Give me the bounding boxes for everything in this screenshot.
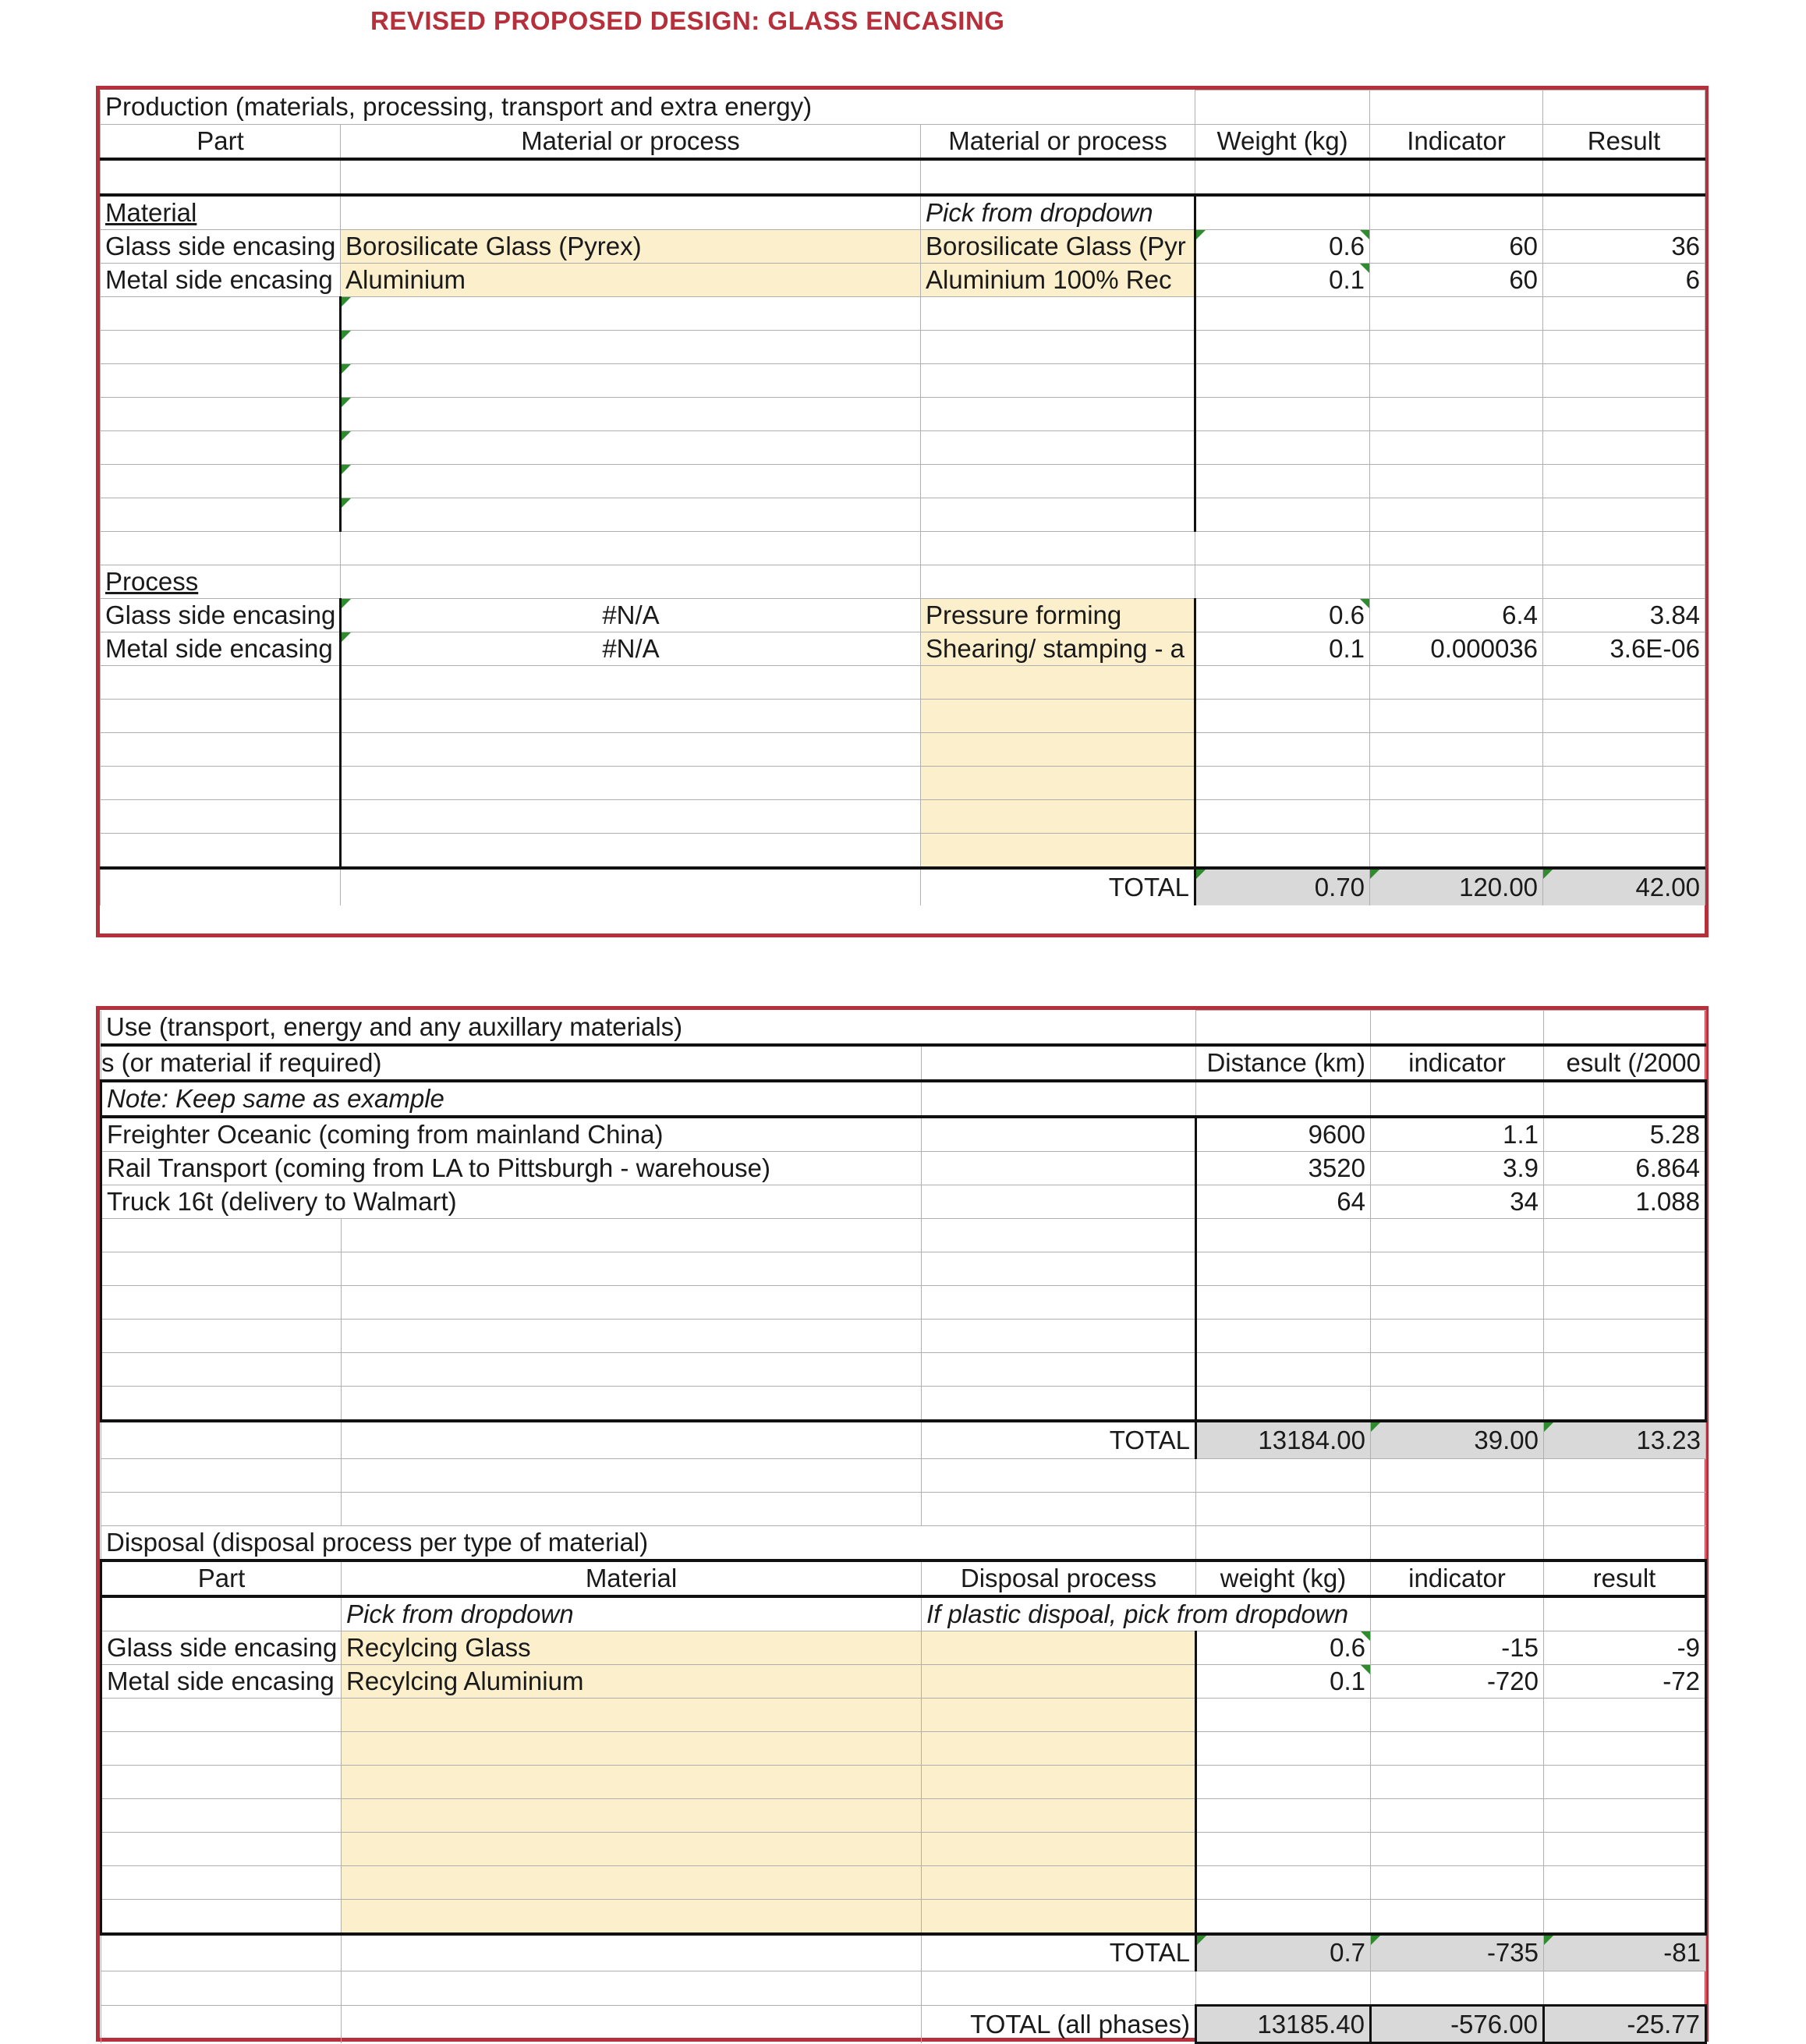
part-cell[interactable]: Glass side encasing: [101, 1631, 342, 1664]
col-header-part: Part: [101, 125, 341, 160]
part-cell[interactable]: Metal side encasing: [101, 632, 341, 666]
result-cell: -9: [1544, 1631, 1706, 1664]
material-dropdown-cell[interactable]: Aluminium 100% Rec: [921, 264, 1195, 297]
part-cell[interactable]: Metal side encasing: [101, 1664, 342, 1698]
grand-total-indicator: -576.00: [1371, 2006, 1544, 2043]
indicator-cell: 34: [1371, 1185, 1544, 1219]
col-header-indicator: indicator: [1371, 1560, 1544, 1596]
weight-cell[interactable]: 0.6: [1195, 599, 1370, 632]
weight-cell[interactable]: 0.1: [1196, 1664, 1371, 1698]
material-dropdown-hint: Pick from dropdown: [921, 195, 1195, 230]
part-cell[interactable]: Glass side encasing: [101, 230, 341, 264]
col-header-result: result: [1544, 1560, 1706, 1596]
disposal-material-hint: Pick from dropdown: [342, 1596, 922, 1631]
process-section-label: Process: [101, 565, 341, 599]
table-row: [101, 599, 1705, 632]
grand-total-weight: 13185.40: [1196, 2006, 1371, 2043]
disposal-process-cell[interactable]: [922, 1664, 1196, 1698]
grand-total-label: TOTAL (all phases): [922, 2006, 1196, 2043]
disposal-total-weight: 0.7: [1196, 1934, 1371, 1971]
result-cell: 3.84: [1543, 599, 1705, 632]
table-row: [101, 1185, 1706, 1219]
material-section-label: Material: [101, 195, 341, 230]
process-dropdown-cell[interactable]: Pressure forming: [921, 599, 1195, 632]
result-cell: -72: [1544, 1664, 1706, 1698]
distance-cell[interactable]: 3520: [1196, 1152, 1371, 1185]
disposal-plastic-hint: If plastic dispoal, pick from dropdown: [922, 1596, 1371, 1631]
use-total-indicator: 39.00: [1371, 1421, 1544, 1458]
material-cell[interactable]: Recylcing Aluminium: [342, 1664, 922, 1698]
weight-cell[interactable]: 0.1: [1195, 264, 1370, 297]
use-subheader: s (or material if required): [101, 1045, 922, 1081]
disposal-process-cell[interactable]: [922, 1631, 1196, 1664]
process-lookup-cell: #N/A: [341, 599, 921, 632]
col-header-weight: Weight (kg): [1195, 125, 1370, 160]
col-header-part: Part: [101, 1560, 342, 1596]
result-cell: 5.28: [1544, 1117, 1706, 1152]
use-total-result: 13.23: [1544, 1421, 1706, 1458]
indicator-cell: 60: [1370, 264, 1543, 297]
weight-cell[interactable]: 0.6: [1196, 1631, 1371, 1664]
production-total-indicator: 120.00: [1370, 868, 1543, 905]
material-cell[interactable]: Aluminium: [341, 264, 921, 297]
disposal-total-label: TOTAL: [922, 1934, 1196, 1971]
indicator-cell: 0.000036: [1370, 632, 1543, 666]
page-title: REVISED PROPOSED DESIGN: GLASS ENCASING: [370, 6, 1005, 35]
table-row: [101, 264, 1705, 297]
col-header-material-dropdown: Material or process: [921, 125, 1195, 160]
distance-cell[interactable]: 64: [1196, 1185, 1371, 1219]
material-cell[interactable]: Recylcing Glass: [342, 1631, 922, 1664]
col-header-result: esult (/2000: [1544, 1045, 1706, 1081]
col-header-weight: weight (kg): [1196, 1560, 1371, 1596]
result-cell: 1.088: [1544, 1185, 1706, 1219]
transport-label[interactable]: Freighter Oceanic (coming from mainland China): [101, 1117, 922, 1152]
col-header-indicator: Indicator: [1370, 125, 1543, 160]
weight-cell[interactable]: 0.6: [1195, 230, 1370, 264]
production-title: Production (materials, processing, transport and extra energy): [101, 90, 1195, 125]
indicator-cell: -15: [1371, 1631, 1544, 1664]
use-table: [100, 1010, 1707, 2044]
process-lookup-cell: #N/A: [341, 632, 921, 666]
indicator-cell: 3.9: [1371, 1152, 1544, 1185]
result-cell: 36: [1543, 230, 1705, 264]
transport-label[interactable]: Rail Transport (coming from LA to Pittsburgh - warehouse): [101, 1152, 922, 1185]
indicator-cell: -720: [1371, 1664, 1544, 1698]
result-cell: 6.864: [1544, 1152, 1706, 1185]
col-header-material: Material or process: [341, 125, 921, 160]
col-header-material: Material: [342, 1560, 922, 1596]
table-row: [101, 1117, 1706, 1152]
weight-cell[interactable]: 0.1: [1195, 632, 1370, 666]
disposal-total-result: -81: [1544, 1934, 1706, 1971]
col-header-result: Result: [1543, 125, 1705, 160]
result-cell: 6: [1543, 264, 1705, 297]
production-total-weight: 0.70: [1195, 868, 1370, 905]
transport-label[interactable]: Truck 16t (delivery to Walmart): [101, 1185, 922, 1219]
indicator-cell: 6.4: [1370, 599, 1543, 632]
material-cell[interactable]: Borosilicate Glass (Pyrex): [341, 230, 921, 264]
indicator-cell: 1.1: [1371, 1117, 1544, 1152]
use-total-distance: 13184.00: [1196, 1421, 1371, 1458]
production-total-label: TOTAL: [921, 868, 1195, 905]
use-note: Note: Keep same as example: [101, 1081, 922, 1117]
material-dropdown-cell[interactable]: Borosilicate Glass (Pyr: [921, 230, 1195, 264]
col-header-disposal-process: Disposal process: [922, 1560, 1196, 1596]
production-total-result: 42.00: [1543, 868, 1705, 905]
grand-total-result: -25.77: [1544, 2006, 1706, 2043]
disposal-total-indicator: -735: [1371, 1934, 1544, 1971]
result-cell: 3.6E-06: [1543, 632, 1705, 666]
indicator-cell: 60: [1370, 230, 1543, 264]
use-disposal-sheet: [96, 1006, 1709, 2042]
production-sheet: [96, 86, 1709, 937]
use-total-label: TOTAL: [922, 1421, 1196, 1458]
table-row: [101, 1664, 1706, 1698]
table-row: [101, 1152, 1706, 1185]
use-title: Use (transport, energy and any auxillary materials): [101, 1011, 1196, 1046]
production-table: [100, 90, 1705, 905]
distance-cell[interactable]: 9600: [1196, 1117, 1371, 1152]
part-cell[interactable]: Glass side encasing: [101, 599, 341, 632]
table-row: [101, 632, 1705, 666]
table-row: [101, 1631, 1706, 1664]
table-row: [101, 230, 1705, 264]
col-header-distance: Distance (km): [1196, 1045, 1371, 1081]
process-dropdown-cell[interactable]: Shearing/ stamping - a: [921, 632, 1195, 666]
col-header-indicator: indicator: [1371, 1045, 1544, 1081]
part-cell[interactable]: Metal side encasing: [101, 264, 341, 297]
disposal-title: Disposal (disposal process per type of material): [101, 1525, 1196, 1560]
